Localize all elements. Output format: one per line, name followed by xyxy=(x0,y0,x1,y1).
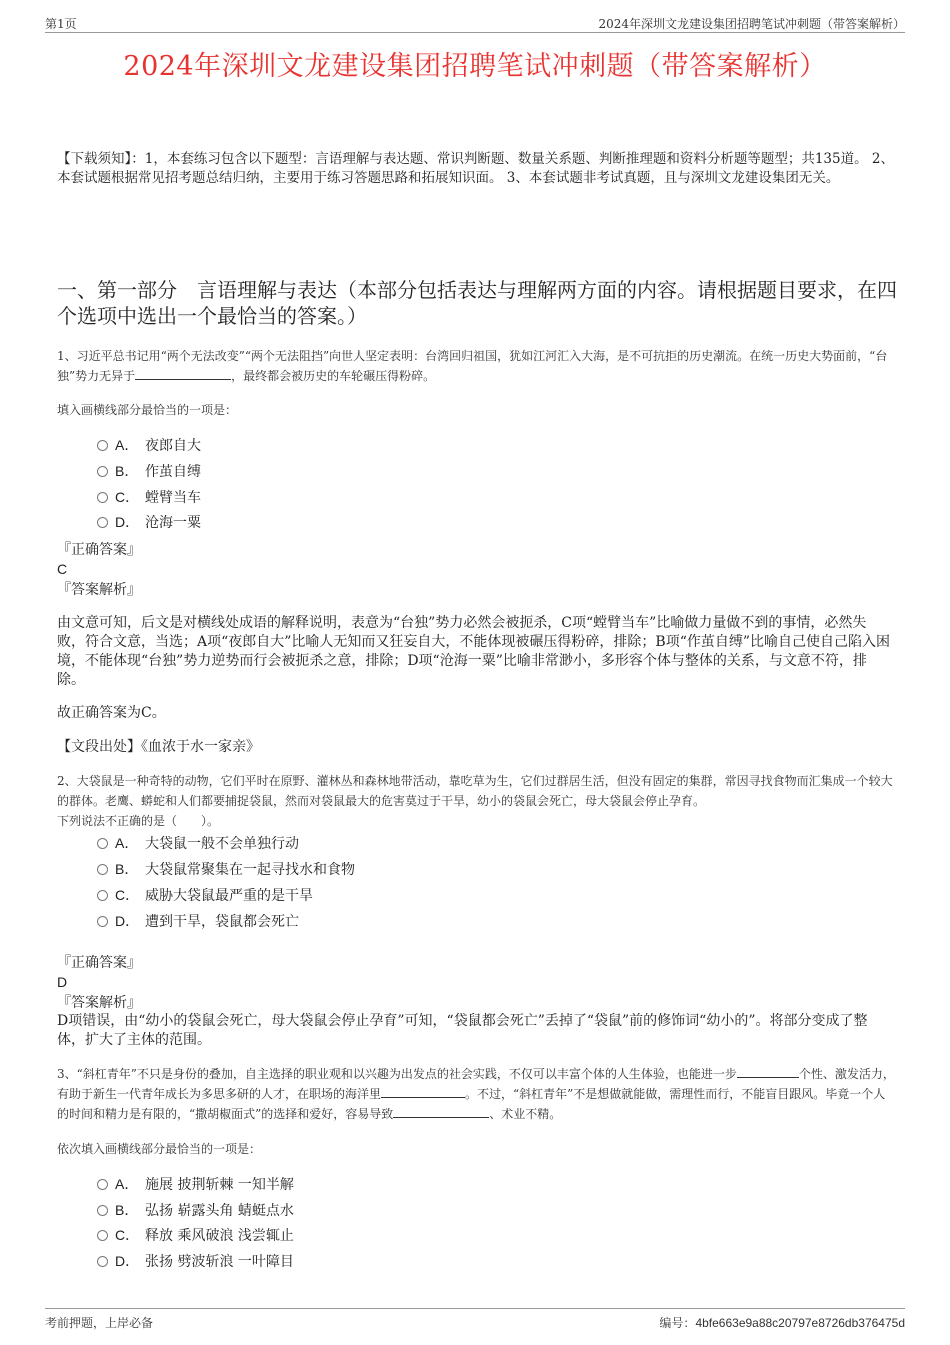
question-1-source: 【文段出处】《血浓于水一家亲》 xyxy=(57,739,260,755)
question-1-analysis-label: 『答案解析』 xyxy=(57,582,141,598)
question-3-option-a[interactable] xyxy=(97,1173,294,1195)
question-3-option-d[interactable] xyxy=(97,1250,294,1272)
option-text: 弘扬 崭露头角 蜻蜓点水 xyxy=(145,1203,294,1219)
question-3-option-c[interactable] xyxy=(97,1224,294,1246)
option-letter: C． xyxy=(115,1227,140,1243)
option-text: 大袋鼠常聚集在一起寻找水和食物 xyxy=(145,862,355,878)
footer-code xyxy=(659,1314,905,1331)
answer-blank xyxy=(737,1065,799,1078)
footer-code-label: 编号： xyxy=(659,1316,696,1330)
option-text: 遭到干旱，袋鼠都会死亡 xyxy=(145,914,299,930)
footer-code-value: 4bfe663e9a88c20797e8726db376475d xyxy=(695,1316,905,1330)
radio-icon[interactable] xyxy=(97,838,108,849)
radio-icon[interactable] xyxy=(97,864,108,875)
radio-icon[interactable] xyxy=(97,466,108,477)
question-3-stem-part-c: 。不过，“斜杠青年”不是想做就能做，需理性而行，不能盲目跟风。毕竟一个人的时间和精力是有限的，“撒胡椒面式”的选择和爱好，容易导致 xyxy=(57,1087,886,1121)
option-letter: B． xyxy=(115,463,139,479)
question-2-option-a[interactable] xyxy=(97,832,299,854)
radio-icon[interactable] xyxy=(97,1179,108,1190)
radio-icon[interactable] xyxy=(97,1205,108,1216)
page-title: 2024年深圳文龙建设集团招聘笔试冲刺题（带答案解析） xyxy=(123,51,827,82)
footer-rule xyxy=(45,1308,905,1309)
question-1-stem-part-b: ，最终都会被历史的车轮碾压得粉碎。 xyxy=(231,369,436,383)
header-doc-title: 2024年深圳文龙建设集团招聘笔试冲刺题（带答案解析） xyxy=(598,17,905,31)
footer-slogan: 考前押题，上岸必备 xyxy=(45,1316,154,1330)
option-letter: A． xyxy=(115,437,139,453)
option-letter: D． xyxy=(115,1253,140,1269)
question-1-option-b[interactable] xyxy=(97,460,201,482)
question-3-prompt: 依次填入画横线部分最恰当的一项是： xyxy=(57,1142,262,1156)
option-text: 释放 乘风破浪 浅尝辄止 xyxy=(145,1228,294,1244)
question-1-analysis: 由文意可知，后文是对横线处成语的解释说明，表意为“台独”势力必然会被扼杀，C项“螳臂当车”比喻做力量做不到的事情，必然失败，符合文意，当选；A项“夜郎自大”比喻人无知而又狂妄自大，不能体现被碾压得粉碎，排除；B项“作茧自缚”比喻自己使自己陷入困境，不能体现“台独”势力逆势而行会被扼杀之意，排除；D项“沧海一粟”比喻非常渺小，多形容个体与整体的关系，与文意不符，排除。 xyxy=(57,615,891,688)
question-1-conclusion: 故正确答案为C。 xyxy=(57,705,166,721)
option-text: 沧海一粟 xyxy=(145,515,201,531)
option-text: 螳臂当车 xyxy=(145,490,201,506)
header-rule xyxy=(45,32,905,33)
option-text: 张扬 劈波斩浪 一叶障目 xyxy=(145,1254,294,1270)
option-letter: B． xyxy=(115,1202,139,1218)
question-1-answer: C xyxy=(57,561,68,577)
question-2-prompt: 下列说法不正确的是（ ）。 xyxy=(57,814,220,828)
question-2-option-d[interactable] xyxy=(97,910,299,932)
option-letter: A． xyxy=(115,1176,139,1192)
option-letter: D． xyxy=(115,913,140,929)
question-3-stem xyxy=(57,1064,897,1124)
question-3-stem-part-d: 、术业不精。 xyxy=(489,1107,562,1121)
radio-icon[interactable] xyxy=(97,440,108,451)
answer-blank xyxy=(381,1085,465,1098)
page-number: 第1页 xyxy=(45,17,77,31)
question-3-stem-part-a: 3、“斜杠青年”不只是身份的叠加，自主选择的职业观和以兴趣为出发点的社会实践，不仅可以丰富个体的人生体验，也能进一步 xyxy=(57,1067,737,1081)
option-letter: D． xyxy=(115,514,140,530)
question-1-stem xyxy=(57,346,897,386)
radio-icon[interactable] xyxy=(97,890,108,901)
answer-blank xyxy=(393,1105,489,1118)
question-2-answer: D xyxy=(57,974,68,990)
question-1-option-d[interactable] xyxy=(97,511,201,533)
question-1-prompt: 填入画横线部分最恰当的一项是： xyxy=(57,403,238,417)
radio-icon[interactable] xyxy=(97,492,108,503)
download-notice: 【下载须知】：1，本套练习包含以下题型：言语理解与表达题、常识判断题、数量关系题、判断推理题和资料分析题等题型；共135道。 2、本套试题根据常见招考题总结归纳，主要用于练习答题思路和拓展知识面。 3、本套试题非考试真题，且与深圳文龙建设集团无关。 xyxy=(57,151,894,186)
radio-icon[interactable] xyxy=(97,517,108,528)
option-letter: C． xyxy=(115,887,140,903)
radio-icon[interactable] xyxy=(97,1230,108,1241)
option-text: 威胁大袋鼠最严重的是干旱 xyxy=(145,888,313,904)
option-text: 夜郎自大 xyxy=(145,438,201,454)
question-1-option-c[interactable] xyxy=(97,486,201,508)
question-1-answer-label: 『正确答案』 xyxy=(57,542,141,558)
option-text: 施展 披荆斩棘 一知半解 xyxy=(145,1177,294,1193)
question-2-analysis-label: 『答案解析』 xyxy=(57,995,141,1011)
radio-icon[interactable] xyxy=(97,916,108,927)
question-1-option-a[interactable] xyxy=(97,434,201,456)
option-text: 大袋鼠一般不会单独行动 xyxy=(145,836,299,852)
question-2-analysis: D项错误，由“幼小的袋鼠会死亡，母大袋鼠会停止孕育”可知，“袋鼠都会死亡”丢掉了“袋鼠”前的修饰词“幼小的”。将部分变成了整体，扩大了主体的范围。 xyxy=(57,1013,868,1048)
question-2-option-c[interactable] xyxy=(97,884,313,906)
option-letter: A． xyxy=(115,835,139,851)
section-heading: 一、第一部分 言语理解与表达（本部分包括表达与理解两方面的内容。请根据题目要求，在四个选项中选出一个最恰当的答案。） xyxy=(57,278,897,328)
radio-icon[interactable] xyxy=(97,1256,108,1267)
question-2-stem: 2、大袋鼠是一种奇特的动物，它们平时在原野、灌林丛和森林地带活动，靠吃草为生，它们过群居生活，但没有固定的集群，常因寻找食物而汇集成一个较大的群体。老鹰、蟒蛇和人们都要捕捉袋鼠，然而对袋鼠最大的危害莫过于干旱，幼小的袋鼠会死亡，母大袋鼠会停止孕育。 xyxy=(57,774,893,808)
option-letter: C． xyxy=(115,489,140,505)
answer-blank xyxy=(135,367,231,380)
question-1-stem-part-a: 1、习近平总书记用“两个无法改变”“两个无法阻挡”向世人坚定表明：台湾回归祖国，犹如江河汇入大海，是不可抗拒的历史潮流。在统一历史大势面前，“台独”势力无异于 xyxy=(57,349,888,383)
option-letter: B． xyxy=(115,861,139,877)
option-text: 作茧自缚 xyxy=(145,464,201,480)
question-3-option-b[interactable] xyxy=(97,1199,294,1221)
question-2-option-b[interactable] xyxy=(97,858,355,880)
question-2-answer-label: 『正确答案』 xyxy=(57,955,141,971)
question-3-stem-part-b: 个性、激发活力，有助于新生一代青年成长为多思多研的人才，在职场的海洋里 xyxy=(57,1067,895,1101)
